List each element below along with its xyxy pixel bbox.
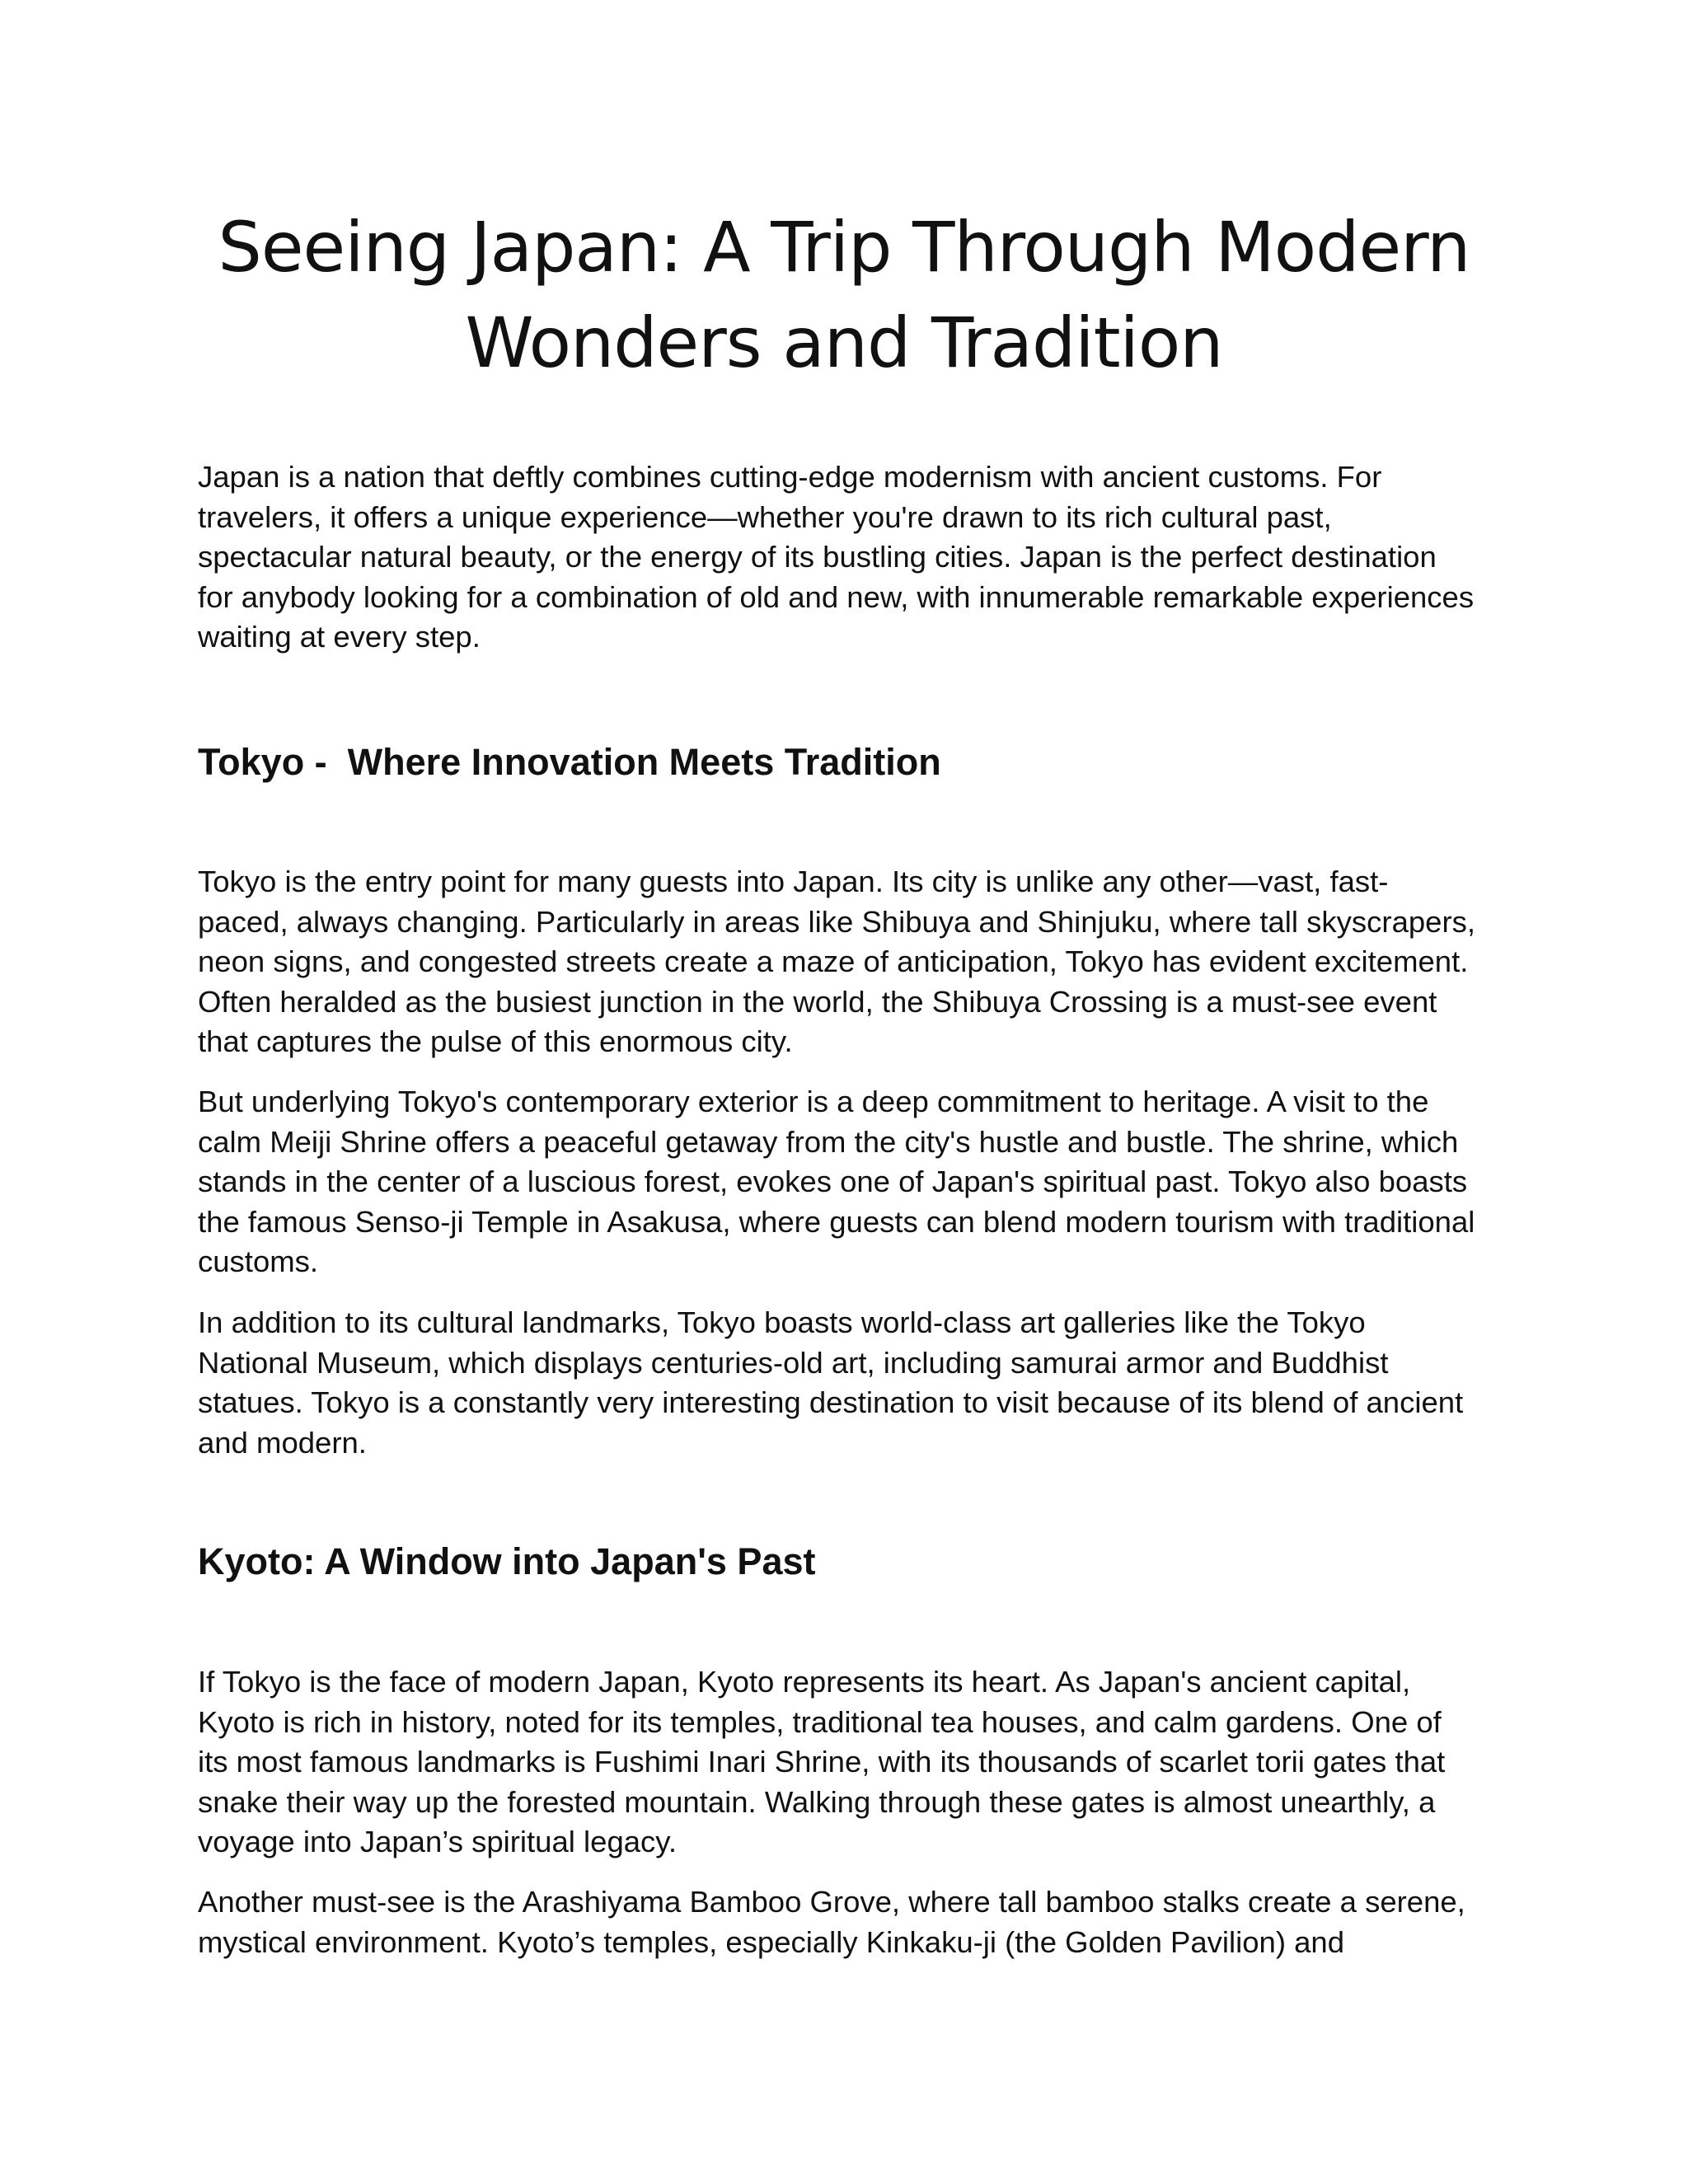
text-line: Tokyo is the entry point for many guests into Japan. Its city is unlike any other—vast, fast- bbox=[198, 865, 1389, 898]
text-line: voyage into Japan’s spiritual legacy. bbox=[198, 1825, 677, 1859]
tokyo-paragraph-3 bbox=[198, 1303, 1500, 1463]
text-line: Another must-see is the Arashiyama Bamboo Grove, where tall bamboo stalks create a serene, bbox=[198, 1885, 1465, 1919]
kyoto-paragraph-2 bbox=[198, 1882, 1500, 1962]
text-line: snake their way up the forested mountain. Walking through these gates is almost unearthly, a bbox=[198, 1784, 1436, 1819]
text-line: mystical environment. Kyoto’s temples, especially Kinkaku-ji (the Golden Pavilion) and bbox=[198, 1924, 1345, 1959]
kyoto-paragraph-1 bbox=[198, 1662, 1500, 1863]
text-line: National Museum, which displays centuries-old art, including samurai armor and Buddhist bbox=[198, 1345, 1389, 1380]
text-line: and modern. bbox=[198, 1425, 367, 1460]
text-line: Japan is a nation that deftly combines cutting-edge modernism with ancient customs. For bbox=[198, 460, 1382, 494]
tokyo-paragraph-1 bbox=[198, 862, 1500, 1062]
section-heading-tokyo: Tokyo - Where Innovation Meets Tradition bbox=[198, 741, 941, 783]
text-line: If Tokyo is the face of modern Japan, Kyoto represents its heart. As Japan's ancient capital, bbox=[198, 1665, 1411, 1699]
text-line: Often heralded as the busiest junction in the world, the Shibuya Crossing is a must-see event bbox=[198, 984, 1437, 1019]
tokyo-paragraph-2 bbox=[198, 1082, 1500, 1282]
text-line: customs. bbox=[198, 1244, 319, 1279]
text-line: for anybody looking for a combination of old and new, with innumerable remarkable experiences bbox=[198, 579, 1475, 614]
page-title bbox=[198, 199, 1490, 391]
intro-paragraph bbox=[198, 457, 1500, 658]
text-line: But underlying Tokyo's contemporary exterior is a deep commitment to heritage. A visit to the bbox=[198, 1085, 1429, 1118]
text-line: the famous Senso-ji Temple in Asakusa, where guests can blend modern tourism with traditional bbox=[198, 1204, 1475, 1239]
text-line: Kyoto is rich in history, noted for its temples, traditional tea houses, and calm gardens. One of bbox=[198, 1704, 1442, 1739]
text-line: calm Meiji Shrine offers a peaceful getaway from the city's hustle and bustle. The shrine, which bbox=[198, 1124, 1459, 1159]
text-line: statues. Tokyo is a constantly very interesting destination to visit because of its blend of ancient bbox=[198, 1385, 1464, 1420]
text-line: that captures the pulse of this enormous city. bbox=[198, 1024, 793, 1059]
text-line: waiting at every step. bbox=[198, 620, 481, 654]
text-line: travelers, it offers a unique experience—whether you're drawn to its rich cultural past, bbox=[198, 499, 1332, 534]
text-line: spectacular natural beauty, or the energy of its bustling cities. Japan is the perfect destination bbox=[198, 540, 1437, 574]
title-line: Seeing Japan: A Trip Through Modern bbox=[218, 207, 1470, 288]
text-line: paced, always changing. Particularly in areas like Shibuya and Shinjuku, where tall skyscrapers, bbox=[198, 904, 1476, 939]
text-line: its most famous landmarks is Fushimi Inari Shrine, with its thousands of scarlet torii gates that bbox=[198, 1745, 1446, 1779]
section-heading-kyoto: Kyoto: A Window into Japan's Past bbox=[198, 1540, 816, 1582]
text-line: stands in the center of a luscious forest, evokes one of Japan's spiritual past. Tokyo also boasts bbox=[198, 1165, 1468, 1199]
text-line: In addition to its cultural landmarks, Tokyo boasts world-class art galleries like the Tokyo bbox=[198, 1305, 1366, 1339]
text-line: neon signs, and congested streets create a maze of anticipation, Tokyo has evident excitement. bbox=[198, 944, 1469, 979]
title-line: Wonders and Tradition bbox=[465, 302, 1223, 383]
